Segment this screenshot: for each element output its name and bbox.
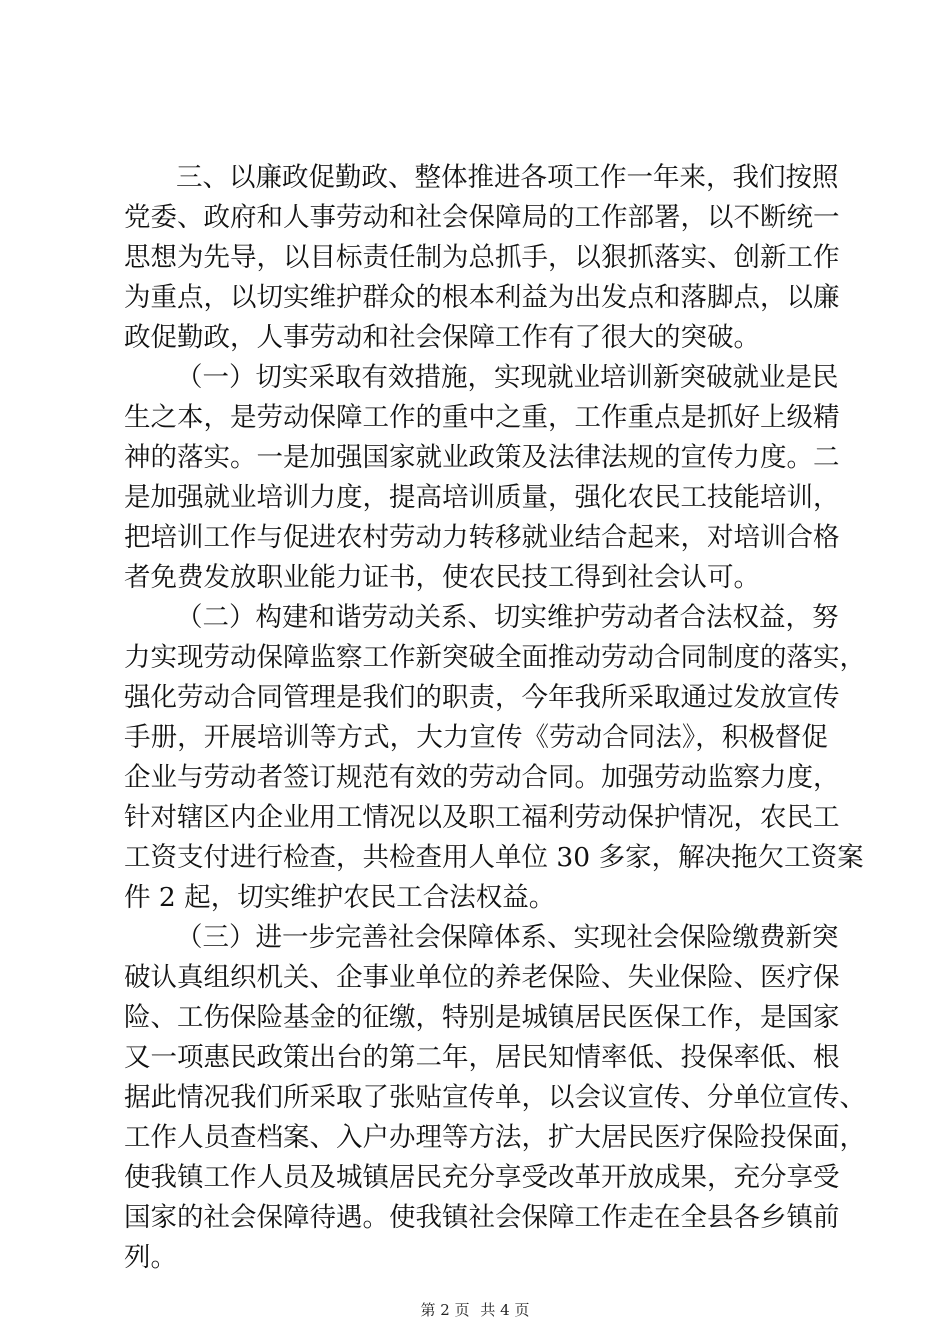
text-line: 手册，开展培训等方式，大力宣传《劳动合同法》，积极督促 [124,722,828,753]
text-line: 破认真组织机关、企事业单位的养老保险、失业保险、医疗保 [124,962,840,993]
text-line: 思想为先导，以目标责任制为总抓手，以狠抓落实、创新工作 [124,242,840,273]
text-line: 为重点，以切实维护群众的根本利益为出发点和落脚点，以廉 [124,282,840,313]
text-line: 者免费发放职业能力证书，使农民技工得到社会认可。 [124,562,760,593]
text-line: 险、工伤保险基金的征缴，特别是城镇居民医保工作，是国家 [124,1002,840,1033]
text-line: 又一项惠民政策出台的第二年，居民知情率低、投保率低、根 [124,1042,840,1073]
text-line: 列。 [124,1242,177,1273]
text-line: 三、以廉政促勤政、整体推进各项工作一年来，我们按照 [176,162,839,193]
text-line: 针对辖区内企业用工情况以及职工福利劳动保护情况，农民工 [124,802,840,833]
text-line: 件 2 起，切实维护农民工合法权益。 [124,882,556,913]
text-line: 工资支付进行检查，共检查用人单位 30 多家，解决拖欠工资案 [124,842,864,873]
text-line: （一）切实采取有效措施，实现就业培训新突破就业是民 [176,362,839,393]
text-line: 强化劳动合同管理是我们的职责，今年我所采取通过发放宣传 [124,682,840,713]
text-line: 把培训工作与促进农村劳动力转移就业结合起来，对培训合格 [124,522,840,553]
text-line: 企业与劳动者签订规范有效的劳动合同。加强劳动监察力度， [124,762,840,793]
text-line: 党委、政府和人事劳动和社会保障局的工作部署，以不断统一 [124,202,840,233]
text-line: 是加强就业培训力度，提高培训质量，强化农民工技能培训， [124,482,840,513]
page-number: 第 2 页 [420,1301,470,1319]
page-total: 共 4 页 [480,1301,530,1319]
text-line: 生之本，是劳动保障工作的重中之重，工作重点是抓好上级精 [124,402,840,433]
text-line: 国家的社会保障待遇。使我镇社会保障工作走在全县各乡镇前 [124,1202,840,1233]
text-line: 神的落实。一是加强国家就业政策及法律法规的宣传力度。二 [124,442,840,473]
text-line: 据此情况我们所采取了张贴宣传单，以会议宣传、分单位宣传、 [124,1082,866,1113]
text-line: 政促勤政，人事劳动和社会保障工作有了很大的突破。 [124,322,760,353]
page-footer [0,1300,950,1320]
text-line: 力实现劳动保障监察工作新突破全面推动劳动合同制度的落实， [124,642,866,673]
text-line: （三）进一步完善社会保障体系、实现社会保险缴费新突 [176,922,839,953]
text-line: （二）构建和谐劳动关系、切实维护劳动者合法权益，努 [176,602,839,633]
text-line: 使我镇工作人员及城镇居民充分享受改革开放成果，充分享受 [124,1162,840,1193]
text-line: 工作人员查档案、入户办理等方法，扩大居民医疗保险投保面， [124,1122,866,1153]
